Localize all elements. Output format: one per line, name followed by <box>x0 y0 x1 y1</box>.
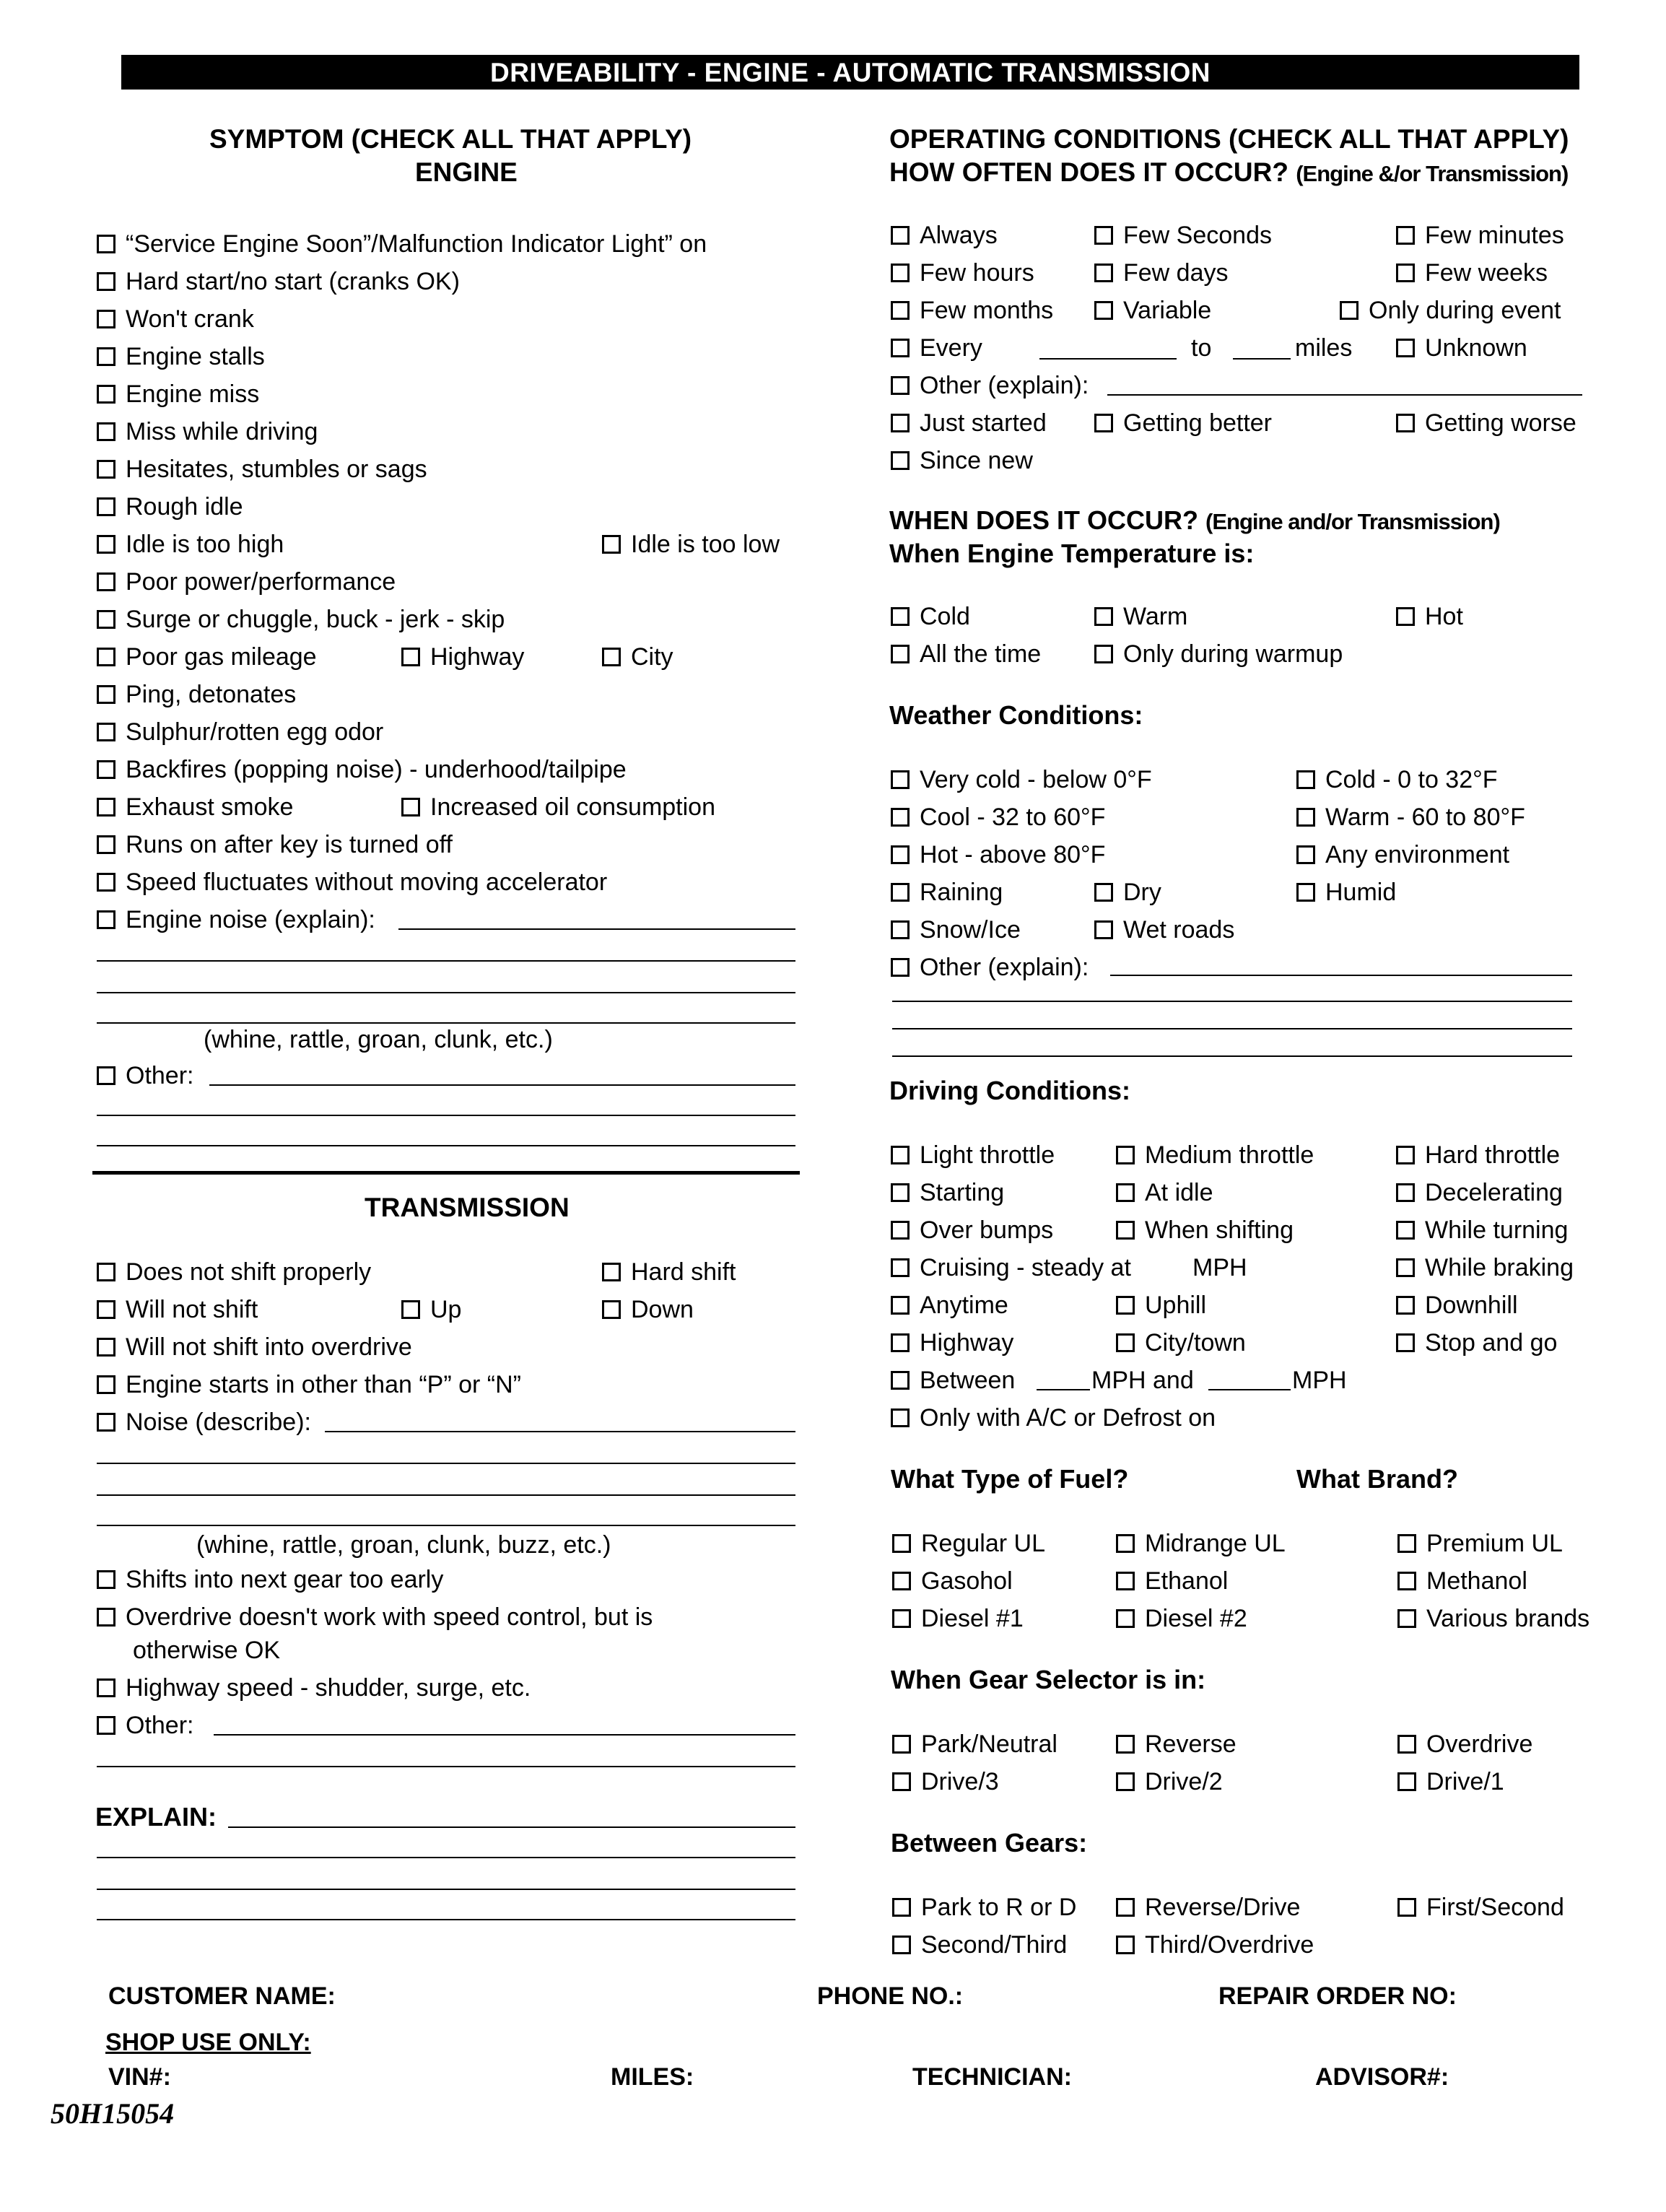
between-low-blank[interactable] <box>1037 1389 1090 1390</box>
trans-noise-line[interactable] <box>97 1463 795 1464</box>
weather-hot[interactable]: Hot - above 80°F <box>891 840 1105 869</box>
trans-highway-shudder[interactable]: Highway speed - shudder, surge, etc. <box>97 1673 531 1702</box>
checkbox[interactable] <box>891 264 910 282</box>
drive-city-town[interactable]: City/town <box>1116 1328 1246 1357</box>
engine-heading: ENGINE <box>415 157 518 187</box>
weather-cold[interactable]: Cold - 0 to 32°F <box>1296 765 1497 794</box>
checkbox[interactable] <box>891 845 910 864</box>
when-heading: WHEN DOES IT OCCUR? (Engine and/or Transmission) <box>889 505 1500 535</box>
checkbox[interactable] <box>97 1608 115 1627</box>
checkbox[interactable] <box>1116 1772 1135 1791</box>
weather-other[interactable]: Other (explain): <box>891 953 1089 982</box>
fuel-methanol[interactable]: Methanol <box>1397 1567 1527 1595</box>
checkbox[interactable] <box>97 1678 115 1697</box>
checkbox[interactable] <box>1396 414 1415 432</box>
checkbox[interactable] <box>1116 1221 1135 1240</box>
checkbox[interactable] <box>1094 920 1113 939</box>
checkbox[interactable] <box>891 958 910 977</box>
gear-park-neutral[interactable]: Park/Neutral <box>892 1730 1057 1759</box>
freq-getting-better[interactable]: Getting better <box>1094 409 1272 437</box>
symptom-ping[interactable]: Ping, detonates <box>97 680 296 709</box>
brand-heading: What Brand? <box>1296 1464 1458 1494</box>
symptom-wont-crank[interactable]: Won't crank <box>97 305 254 334</box>
checkbox[interactable] <box>1116 1146 1135 1164</box>
temp-during-warmup[interactable]: Only during warmup <box>1094 640 1343 669</box>
checkbox[interactable] <box>97 873 115 892</box>
checkbox[interactable] <box>97 272 115 291</box>
symptom-runs-on[interactable]: Runs on after key is turned off <box>97 830 453 859</box>
freq-few-days[interactable]: Few days <box>1094 258 1229 287</box>
checkbox[interactable] <box>1116 1609 1135 1628</box>
symptom-idle-high[interactable]: Idle is too high <box>97 530 284 559</box>
form-id: 50H15054 <box>51 2097 175 2130</box>
drive-starting[interactable]: Starting <box>891 1178 1004 1207</box>
symptom-heading: SYMPTOM (CHECK ALL THAT APPLY) <box>209 124 692 154</box>
symptom-miss[interactable]: Engine miss <box>97 380 259 409</box>
freq-variable[interactable]: Variable <box>1094 296 1211 325</box>
drive-medium-throttle[interactable]: Medium throttle <box>1116 1141 1314 1170</box>
checkbox[interactable] <box>892 1572 911 1590</box>
drive-uphill[interactable]: Uphill <box>1116 1291 1206 1320</box>
checkbox[interactable] <box>97 422 115 441</box>
checkbox[interactable] <box>97 310 115 328</box>
symptom-poor-power[interactable]: Poor power/performance <box>97 567 396 596</box>
section-divider <box>92 1171 800 1175</box>
checkbox[interactable] <box>892 1534 911 1553</box>
freq-miles: miles <box>1295 334 1353 362</box>
checkbox[interactable] <box>97 1338 115 1357</box>
checkbox[interactable] <box>891 645 910 663</box>
checkbox[interactable] <box>1397 1534 1416 1553</box>
drive-over-bumps[interactable]: Over bumps <box>891 1216 1053 1245</box>
checkbox[interactable] <box>602 648 621 666</box>
phone-label: PHONE NO.: <box>817 1982 964 2010</box>
gear-drive-1[interactable]: Drive/1 <box>1397 1767 1504 1796</box>
symptom-backfires[interactable]: Backfires (popping noise) - underhood/tailpipe <box>97 755 627 784</box>
checkbox[interactable] <box>1094 883 1113 902</box>
checkbox[interactable] <box>1116 1936 1135 1954</box>
between-third-overdrive[interactable]: Third/Overdrive <box>1116 1930 1314 1959</box>
gear-drive-2[interactable]: Drive/2 <box>1116 1767 1223 1796</box>
checkbox[interactable] <box>892 1735 911 1754</box>
explain-label: EXPLAIN: <box>95 1802 217 1832</box>
between-high-blank[interactable] <box>1208 1389 1291 1390</box>
symptom-sulphur[interactable]: Sulphur/rotten egg odor <box>97 718 383 746</box>
symptom-hard-start[interactable]: Hard start/no start (cranks OK) <box>97 267 460 296</box>
checkbox[interactable] <box>891 607 910 626</box>
engine-noise-hint: (whine, rattle, groan, clunk, etc.) <box>204 1026 553 1053</box>
temp-cold[interactable]: Cold <box>891 602 970 631</box>
drive-highway[interactable]: Highway <box>891 1328 1013 1357</box>
checkbox[interactable] <box>97 572 115 591</box>
symptom-poor-mileage[interactable]: Poor gas mileage <box>97 643 317 671</box>
symptom-rough-idle[interactable]: Rough idle <box>97 492 243 521</box>
symptom-highway[interactable]: Highway <box>401 643 524 671</box>
symptom-oil-consumption[interactable]: Increased oil consumption <box>401 793 715 822</box>
between-gears-heading: Between Gears: <box>891 1828 1088 1858</box>
checkbox[interactable] <box>891 301 910 320</box>
checkbox[interactable] <box>891 883 910 902</box>
checkbox[interactable] <box>891 1221 910 1240</box>
operating-conditions-heading: OPERATING CONDITIONS (CHECK ALL THAT APPLY) <box>889 124 1569 154</box>
checkbox[interactable] <box>1396 226 1415 245</box>
fuel-regular[interactable]: Regular UL <box>892 1529 1045 1558</box>
checkbox[interactable] <box>602 535 621 554</box>
customer-name-label: CUSTOMER NAME: <box>108 1982 336 2010</box>
freq-other-line[interactable] <box>1107 394 1582 396</box>
drive-light-throttle[interactable]: Light throttle <box>891 1141 1055 1170</box>
fuel-diesel-2[interactable]: Diesel #2 <box>1116 1604 1247 1633</box>
weather-heading: Weather Conditions: <box>889 700 1143 730</box>
trans-noise-line[interactable] <box>325 1431 795 1432</box>
trans-noise-hint: (whine, rattle, groan, clunk, buzz, etc.) <box>196 1531 611 1559</box>
explain-line[interactable] <box>97 1857 795 1858</box>
transmission-heading: TRANSMISSION <box>365 1193 570 1222</box>
checkbox[interactable] <box>1396 1333 1415 1352</box>
checkbox[interactable] <box>891 451 910 470</box>
symptom-stalls[interactable]: Engine stalls <box>97 342 265 371</box>
symptom-surge[interactable]: Surge or chuggle, buck - jerk - skip <box>97 605 505 634</box>
checkbox[interactable] <box>891 376 910 395</box>
checkbox[interactable] <box>892 1772 911 1791</box>
between-park-r-d[interactable]: Park to R or D <box>892 1893 1076 1922</box>
temp-warm[interactable]: Warm <box>1094 602 1187 631</box>
freq-to: to <box>1191 334 1212 362</box>
weather-other-line[interactable] <box>892 1055 1572 1057</box>
checkbox[interactable] <box>1397 1609 1416 1628</box>
symptom-idle-low[interactable]: Idle is too low <box>602 530 780 559</box>
weather-dry[interactable]: Dry <box>1094 878 1161 907</box>
fuel-diesel-1[interactable]: Diesel #1 <box>892 1604 1024 1633</box>
fuel-heading: What Type of Fuel? <box>891 1464 1129 1494</box>
freq-few-minutes[interactable]: Few minutes <box>1396 221 1564 250</box>
trans-hard-shift[interactable]: Hard shift <box>602 1258 736 1286</box>
between-reverse-drive[interactable]: Reverse/Drive <box>1116 1893 1300 1922</box>
symptom-city[interactable]: City <box>602 643 673 671</box>
weather-cool[interactable]: Cool - 32 to 60°F <box>891 803 1105 832</box>
checkbox[interactable] <box>401 798 420 817</box>
checkbox[interactable] <box>1094 645 1113 663</box>
checkbox[interactable] <box>892 1936 911 1954</box>
trans-not-shift-properly[interactable]: Does not shift properly <box>97 1258 371 1286</box>
drive-ac-defrost[interactable]: Only with A/C or Defrost on <box>891 1403 1216 1432</box>
trans-other-line[interactable] <box>97 1766 795 1767</box>
checkbox[interactable] <box>602 1300 621 1319</box>
checkbox[interactable] <box>1396 1146 1415 1164</box>
freq-other[interactable]: Other (explain): <box>891 371 1089 400</box>
drive-decelerating[interactable]: Decelerating <box>1396 1178 1563 1207</box>
drive-while-braking[interactable]: While braking <box>1396 1253 1574 1282</box>
checkbox[interactable] <box>1296 808 1315 827</box>
checkbox[interactable] <box>1396 1296 1415 1315</box>
freq-few-months[interactable]: Few months <box>891 296 1053 325</box>
symptom-exhaust-smoke[interactable]: Exhaust smoke <box>97 793 293 822</box>
checkbox[interactable] <box>1116 1735 1135 1754</box>
checkbox[interactable] <box>1396 1183 1415 1202</box>
weather-raining[interactable]: Raining <box>891 878 1003 907</box>
gear-drive-3[interactable]: Drive/3 <box>892 1767 999 1796</box>
checkbox[interactable] <box>97 347 115 366</box>
checkbox[interactable] <box>1116 1898 1135 1917</box>
drive-anytime[interactable]: Anytime <box>891 1291 1008 1320</box>
drive-hard-throttle[interactable]: Hard throttle <box>1396 1141 1560 1170</box>
freq-getting-worse[interactable]: Getting worse <box>1396 409 1576 437</box>
checkbox[interactable] <box>1116 1534 1135 1553</box>
weather-any[interactable]: Any environment <box>1296 840 1509 869</box>
trans-no-overdrive[interactable]: Will not shift into overdrive <box>97 1333 412 1362</box>
weather-other-line[interactable] <box>892 1001 1572 1002</box>
weather-snow[interactable]: Snow/Ice <box>891 915 1021 944</box>
checkbox[interactable] <box>891 1296 910 1315</box>
fuel-premium[interactable]: Premium UL <box>1397 1529 1563 1558</box>
checkbox[interactable] <box>1296 770 1315 789</box>
freq-only-during-event[interactable]: Only during event <box>1340 296 1561 325</box>
checkbox[interactable] <box>1397 1772 1416 1791</box>
trans-shifts-early[interactable]: Shifts into next gear too early <box>97 1565 443 1594</box>
drive-between[interactable]: Between <box>891 1366 1015 1395</box>
how-often-heading: HOW OFTEN DOES IT OCCUR? (Engine &/or Transmission) <box>889 157 1569 187</box>
every-blank[interactable] <box>1039 358 1177 360</box>
weather-wet-roads[interactable]: Wet roads <box>1094 915 1234 944</box>
technician-label: TECHNICIAN: <box>912 2063 1072 2091</box>
drive-cruising[interactable]: Cruising - steady at <box>891 1253 1131 1282</box>
miles-blank[interactable] <box>1233 358 1291 360</box>
explain-line[interactable] <box>228 1826 795 1828</box>
drive-cruising-mph: MPH <box>1192 1254 1247 1281</box>
checkbox[interactable] <box>1116 1183 1135 1202</box>
checkbox[interactable] <box>891 339 910 357</box>
checkbox[interactable] <box>1396 264 1415 282</box>
symptom-miss-driving[interactable]: Miss while driving <box>97 417 318 446</box>
checkbox[interactable] <box>891 920 910 939</box>
drive-mph: MPH <box>1292 1367 1347 1394</box>
drive-when-shifting[interactable]: When shifting <box>1116 1216 1294 1245</box>
weather-humid[interactable]: Humid <box>1296 878 1396 907</box>
checkbox[interactable] <box>97 723 115 741</box>
gear-reverse[interactable]: Reverse <box>1116 1730 1237 1759</box>
checkbox[interactable] <box>401 648 420 666</box>
checkbox[interactable] <box>97 1375 115 1394</box>
checkbox[interactable] <box>1094 301 1113 320</box>
explain-line[interactable] <box>97 1889 795 1890</box>
engine-noise-line[interactable] <box>97 960 795 962</box>
checkbox[interactable] <box>97 610 115 629</box>
trans-down[interactable]: Down <box>602 1295 694 1324</box>
symptom-mil[interactable]: “Service Engine Soon”/Malfunction Indicator Light” on <box>97 230 707 258</box>
drive-stop-and-go[interactable]: Stop and go <box>1396 1328 1557 1357</box>
checkbox[interactable] <box>891 808 910 827</box>
checkbox[interactable] <box>1396 1221 1415 1240</box>
form-title-banner: DRIVEABILITY - ENGINE - AUTOMATIC TRANSMISSION <box>121 55 1579 90</box>
weather-other-line[interactable] <box>892 1028 1572 1029</box>
shop-use-label: SHOP USE ONLY: <box>105 2029 311 2056</box>
checkbox[interactable] <box>891 226 910 245</box>
checkbox[interactable] <box>1116 1333 1135 1352</box>
fuel-ethanol[interactable]: Ethanol <box>1116 1567 1228 1595</box>
driving-heading: Driving Conditions: <box>889 1076 1130 1105</box>
weather-very-cold[interactable]: Very cold - below 0°F <box>891 765 1152 794</box>
checkbox[interactable] <box>891 1258 910 1277</box>
drive-downhill[interactable]: Downhill <box>1396 1291 1518 1320</box>
checkbox[interactable] <box>97 1413 115 1432</box>
gear-heading: When Gear Selector is in: <box>891 1665 1206 1694</box>
checkbox[interactable] <box>1396 339 1415 357</box>
checkbox[interactable] <box>1116 1572 1135 1590</box>
freq-always[interactable]: Always <box>891 221 998 250</box>
checkbox[interactable] <box>602 1263 621 1281</box>
checkbox[interactable] <box>97 685 115 704</box>
freq-just-started[interactable]: Just started <box>891 409 1047 437</box>
checkbox[interactable] <box>1094 607 1113 626</box>
checkbox[interactable] <box>1094 264 1113 282</box>
freq-unknown[interactable]: Unknown <box>1396 334 1527 362</box>
checkbox[interactable] <box>97 1066 115 1085</box>
checkbox[interactable] <box>891 1371 910 1390</box>
repair-order-label: REPAIR ORDER NO: <box>1218 1982 1457 2010</box>
checkbox[interactable] <box>892 1609 911 1628</box>
symptom-speed-fluctuates[interactable]: Speed fluctuates without moving accelerator <box>97 868 607 897</box>
engine-noise-line[interactable] <box>97 992 795 993</box>
checkbox[interactable] <box>891 1183 910 1202</box>
engine-noise-line[interactable] <box>398 928 795 930</box>
checkbox[interactable] <box>97 648 115 666</box>
between-second-third[interactable]: Second/Third <box>892 1930 1067 1959</box>
checkbox[interactable] <box>97 1716 115 1735</box>
trans-noise-line[interactable] <box>97 1494 795 1496</box>
engine-other-line[interactable] <box>97 1145 795 1146</box>
checkbox[interactable] <box>97 460 115 479</box>
checkbox[interactable] <box>1094 226 1113 245</box>
checkbox[interactable] <box>97 1263 115 1281</box>
checkbox[interactable] <box>97 910 115 929</box>
engine-other-line[interactable] <box>209 1084 795 1086</box>
symptom-engine-other[interactable]: Other: <box>97 1061 193 1090</box>
checkbox[interactable] <box>1397 1735 1416 1754</box>
checkbox[interactable] <box>97 235 115 253</box>
fuel-various-brands[interactable]: Various brands <box>1397 1604 1589 1633</box>
checkbox[interactable] <box>1397 1572 1416 1590</box>
symptom-hesitates[interactable]: Hesitates, stumbles or sags <box>97 455 427 484</box>
freq-every[interactable]: Every <box>891 334 982 362</box>
checkbox[interactable] <box>891 1408 910 1427</box>
checkbox[interactable] <box>97 798 115 817</box>
fuel-gasohol[interactable]: Gasohol <box>892 1567 1013 1595</box>
checkbox[interactable] <box>1296 883 1315 902</box>
trans-will-not-shift[interactable]: Will not shift <box>97 1295 258 1324</box>
trans-overdrive-speed-control-cont: otherwise OK <box>133 1637 281 1664</box>
checkbox[interactable] <box>1397 1898 1416 1917</box>
trans-other[interactable]: Other: <box>97 1711 193 1740</box>
engine-noise-line[interactable] <box>97 1022 795 1024</box>
drive-mph-and: MPH and <box>1091 1367 1194 1394</box>
engine-other-line[interactable] <box>97 1115 795 1116</box>
freq-few-weeks[interactable]: Few weeks <box>1396 258 1548 287</box>
temp-heading: When Engine Temperature is: <box>889 539 1255 568</box>
weather-warm[interactable]: Warm - 60 to 80°F <box>1296 803 1525 832</box>
checkbox[interactable] <box>892 1898 911 1917</box>
checkbox[interactable] <box>1396 1258 1415 1277</box>
trans-noise-line[interactable] <box>97 1525 795 1526</box>
freq-since-new[interactable]: Since new <box>891 446 1033 475</box>
checkbox[interactable] <box>97 535 115 554</box>
gear-overdrive[interactable]: Overdrive <box>1397 1730 1532 1759</box>
temp-all-the-time[interactable]: All the time <box>891 640 1041 669</box>
symptom-engine-noise[interactable]: Engine noise (explain): <box>97 905 375 934</box>
miles-label: MILES: <box>611 2063 694 2091</box>
checkbox[interactable] <box>1116 1296 1135 1315</box>
freq-few-hours[interactable]: Few hours <box>891 258 1034 287</box>
explain-line[interactable] <box>97 1919 795 1920</box>
freq-few-seconds[interactable]: Few Seconds <box>1094 221 1272 250</box>
trans-up[interactable]: Up <box>401 1295 461 1324</box>
checkbox[interactable] <box>97 1300 115 1319</box>
trans-overdrive-speed-control[interactable]: Overdrive doesn't work with speed control, but is <box>97 1603 653 1632</box>
between-first-second[interactable]: First/Second <box>1397 1893 1564 1922</box>
checkbox[interactable] <box>891 414 910 432</box>
checkbox[interactable] <box>1396 607 1415 626</box>
checkbox[interactable] <box>1340 301 1358 320</box>
trans-starts-other[interactable]: Engine starts in other than “P” or “N” <box>97 1370 521 1399</box>
advisor-label: ADVISOR#: <box>1315 2063 1449 2091</box>
checkbox[interactable] <box>97 497 115 516</box>
temp-hot[interactable]: Hot <box>1396 602 1463 631</box>
drive-while-turning[interactable]: While turning <box>1396 1216 1568 1245</box>
checkbox[interactable] <box>891 1146 910 1164</box>
vin-label: VIN#: <box>108 2063 171 2091</box>
trans-noise[interactable]: Noise (describe): <box>97 1408 311 1437</box>
weather-other-line[interactable] <box>1110 975 1572 976</box>
fuel-midrange[interactable]: Midrange UL <box>1116 1529 1286 1558</box>
checkbox[interactable] <box>1094 414 1113 432</box>
checkbox[interactable] <box>401 1300 420 1319</box>
drive-at-idle[interactable]: At idle <box>1116 1178 1213 1207</box>
checkbox[interactable] <box>97 835 115 854</box>
checkbox[interactable] <box>891 1333 910 1352</box>
trans-other-line[interactable] <box>214 1734 795 1736</box>
checkbox[interactable] <box>97 385 115 404</box>
checkbox[interactable] <box>891 770 910 789</box>
checkbox[interactable] <box>97 760 115 779</box>
checkbox[interactable] <box>1296 845 1315 864</box>
checkbox[interactable] <box>97 1570 115 1589</box>
